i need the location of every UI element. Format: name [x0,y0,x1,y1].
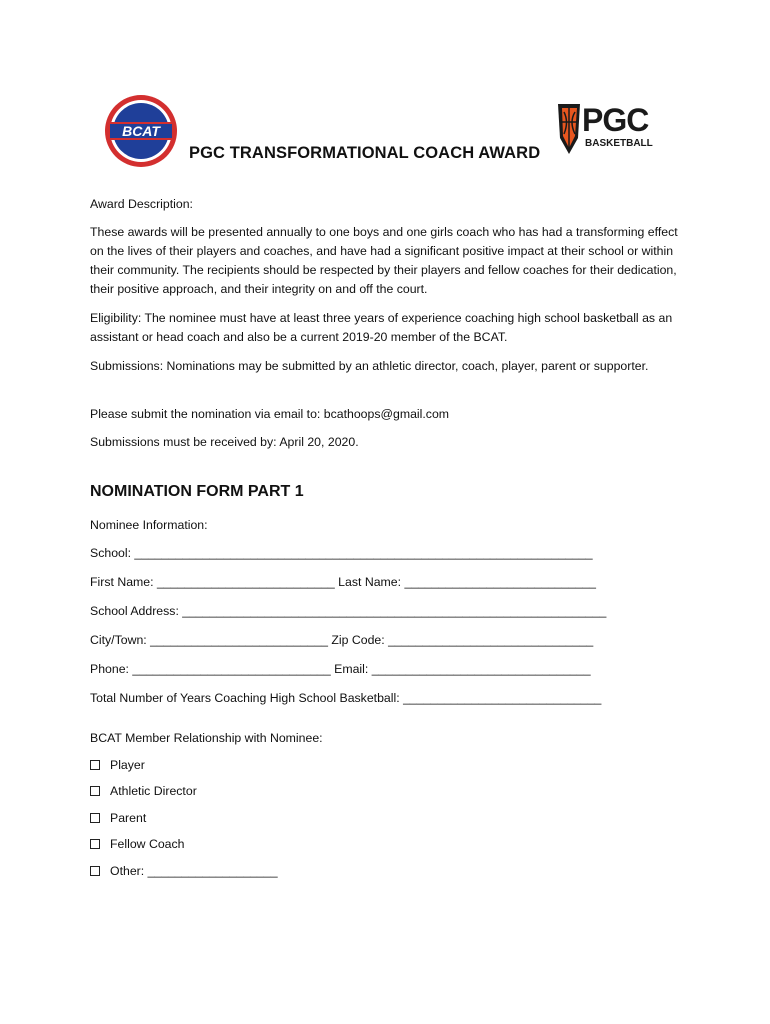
relationship-label: BCAT Member Relationship with Nominee: [90,731,323,745]
checkbox-icon[interactable] [90,786,100,796]
name-fields[interactable]: First Name: __________________________ Last Name: ____________________________ [90,575,596,589]
email-line: Please submit the nomination via email to: bcathoops@gmail.com [90,407,450,421]
form-title: NOMINATION FORM PART 1 [90,483,304,500]
checkbox-icon[interactable] [90,866,100,876]
bcat-logo-text: BCAT [122,123,160,139]
city-zip-fields[interactable]: City/Town: __________________________ Zip Code: ______________________________ [90,633,594,647]
deadline-line: Submissions must be received by: April 20, 2020. [90,435,359,449]
checkbox-icon[interactable] [90,813,100,823]
years-coaching-field[interactable]: Total Number of Years Coaching High School Basketball: _____________________________ [90,691,602,705]
checkbox-icon[interactable] [90,760,100,770]
option-player[interactable] [90,758,145,772]
option-label: Parent [110,811,147,825]
award-description-label: Award Description: [90,197,193,211]
bcat-logo [104,94,178,168]
option-label: Athletic Director [110,784,197,798]
option-label: Fellow Coach [110,837,185,851]
phone-email-fields[interactable]: Phone: _____________________________ Email: ________________________________ [90,662,591,676]
eligibility-paragraph: Eligibility: The nominee must have at least three years of experience coaching high school basketball as an assistant or head coach and also be a current 2019-20 member of the BCAT. [90,311,673,344]
option-other[interactable] [90,864,278,878]
checkbox-icon[interactable] [90,839,100,849]
school-address-field[interactable]: School Address: ______________________________________________________________ [90,604,607,618]
pgc-logo-text: PGC [582,102,649,138]
school-field[interactable]: School: ___________________________________________________________________ [90,546,593,560]
nominee-label: Nominee Information: [90,518,208,532]
description-paragraph: These awards will be presented annually to one boys and one girls coach who has had a transforming effect on the lives of their players and coaches, and have had a significant positive impact at their school or within their community. The recipients should be respected by their players and fellow coaches for their dedication, their positive approach, and their integrity on and off the court. [90,225,678,296]
option-label: Other: ___________________ [110,864,278,878]
option-label: Player [110,758,145,772]
pgc-logo-subtext: BASKETBALL [585,138,653,149]
option-athletic-director[interactable] [90,784,197,798]
page-title: PGC TRANSFORMATIONAL COACH AWARD [189,144,541,162]
option-fellow-coach[interactable] [90,837,185,851]
option-parent[interactable] [90,811,146,825]
submissions-paragraph: Submissions: Nominations may be submitted by an athletic director, coach, player, parent or supporter. [90,359,649,373]
